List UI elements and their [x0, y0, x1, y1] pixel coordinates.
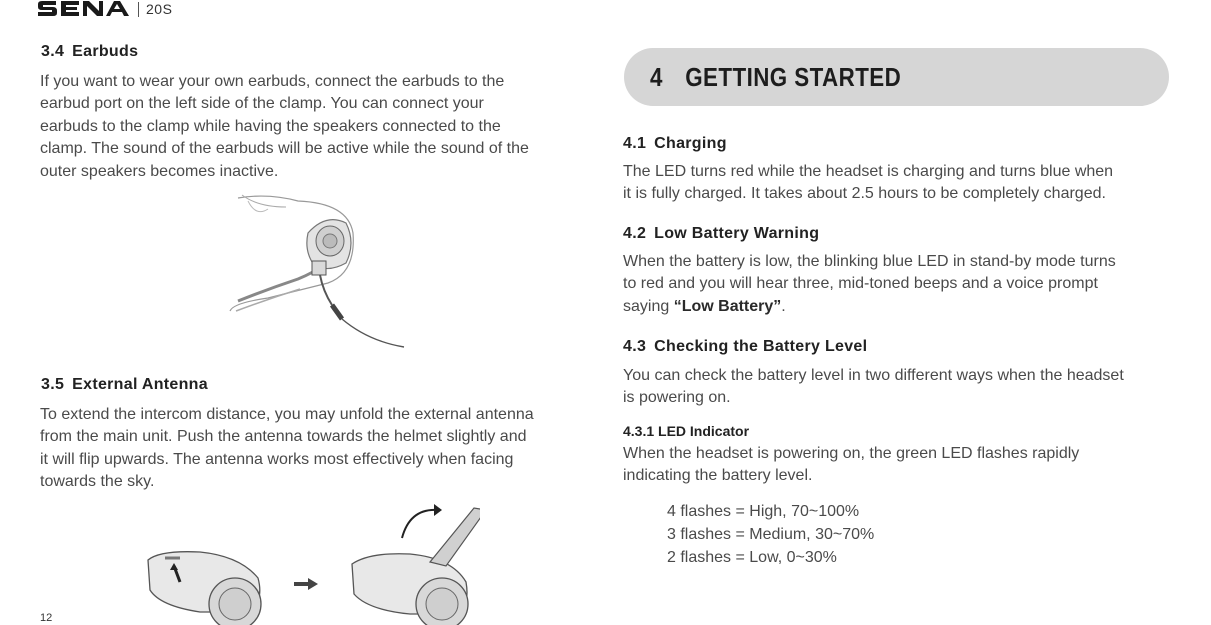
page-number: 12: [40, 612, 53, 624]
section-heading-4-3: [623, 338, 867, 356]
flash-item-medium: 3 flashes = Medium, 30~70%: [667, 526, 875, 543]
section-title: External Antenna: [72, 376, 208, 393]
text-line: [623, 296, 1169, 318]
sena-logo: [36, 0, 132, 23]
section-title: Charging: [654, 135, 727, 152]
text-line: The LED turns red while the headset is charging and turns blue when: [623, 163, 1114, 180]
section-heading-3-4: [41, 43, 138, 61]
battery-level-paragraph: [623, 365, 1169, 410]
charging-paragraph: [623, 161, 1169, 206]
chapter-number: 4: [650, 62, 663, 92]
section-title: Checking the Battery Level: [654, 338, 868, 355]
antenna-paragraph: [40, 404, 587, 494]
header-divider: [138, 2, 139, 17]
led-indicator-paragraph: [623, 443, 1169, 488]
text-fragment: saying: [623, 297, 674, 315]
text-line: clamp. The sound of the earbuds will be active while the sound of the: [40, 140, 529, 158]
earbud-clamp-illustration: [228, 193, 408, 353]
earbuds-paragraph: [40, 71, 587, 183]
flash-item-high: 4 flashes = High, 70~100%: [667, 503, 860, 520]
model-name: 20S: [146, 1, 173, 17]
text-line: is powering on.: [623, 389, 731, 407]
text-line: You can check the battery level in two different ways when the headset: [623, 367, 1124, 384]
text-line: When the headset is powering on, the green LED flashes rapidly: [623, 445, 1080, 462]
chapter-title-text: GETTING STARTED: [685, 62, 902, 92]
text-line: to red and you will hear three, mid-toned beeps and a voice prompt: [623, 275, 1098, 293]
text-line: towards the sky.: [40, 473, 155, 491]
low-battery-paragraph: [623, 251, 1169, 318]
section-number: 4.3: [623, 338, 647, 355]
text-line: indicating the battery level.: [623, 467, 813, 485]
section-heading-4-2: [623, 225, 819, 243]
text-line: earbud port on the left side of the clamp. You can connect your: [40, 95, 484, 113]
text-line: it is fully charged. It takes about 2.5 hours to be completely charged.: [623, 185, 1106, 203]
section-number: 4.1: [623, 135, 647, 152]
text-line: it will flip upwards. The antenna works most effectively when facing: [40, 450, 514, 468]
section-number: 4.2: [623, 225, 647, 242]
subsection-heading-4-3-1: 4.3.1 LED Indicator: [623, 423, 750, 439]
text-line: When the battery is low, the blinking blue LED in stand-by mode turns: [623, 253, 1116, 270]
text-line: outer speakers becomes inactive.: [40, 162, 279, 180]
text-line: If you want to wear your own earbuds, connect the earbuds to the: [40, 73, 505, 90]
antenna-illustration: [140, 500, 480, 625]
section-number: 3.5: [41, 376, 65, 393]
flash-item-low: 2 flashes = Low, 0~30%: [667, 549, 837, 566]
section-heading-3-5: [41, 376, 208, 394]
section-title: Low Battery Warning: [654, 225, 820, 242]
section-number: 3.4: [41, 43, 65, 60]
voice-prompt-low-battery: “Low Battery”: [673, 297, 782, 315]
text-line: earbuds to the clamp while having the speakers connected to the: [40, 117, 501, 135]
section-title: Earbuds: [72, 43, 139, 60]
text-fragment: .: [781, 297, 786, 315]
text-line: To extend the intercom distance, you may unfold the external antenna: [40, 406, 534, 423]
chapter-title: [650, 62, 901, 93]
text-line: from the main unit. Push the antenna towards the helmet slightly and: [40, 428, 527, 446]
section-heading-4-1: [623, 135, 727, 153]
